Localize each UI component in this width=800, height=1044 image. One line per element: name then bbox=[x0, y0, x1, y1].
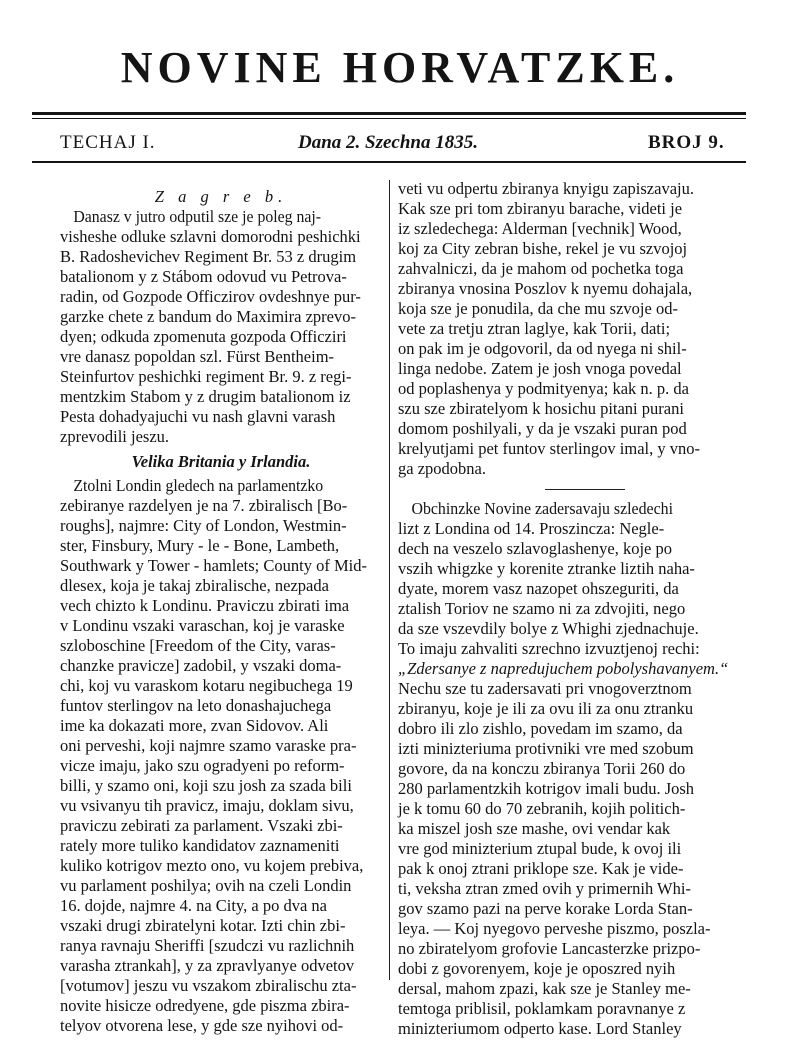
article-line: chanzke pravicze] zadobil, y vszaki domа- bbox=[60, 656, 342, 675]
article-line: szu sze zbiratelyom k hosichu pitani purani bbox=[398, 399, 684, 418]
article-line: iz szledechega: Alderman [vechnik] Wood, bbox=[398, 219, 682, 238]
article-line: Pesta dohadyajuchi vu nash glavni varash bbox=[60, 407, 336, 426]
right-column bbox=[398, 179, 772, 1039]
article-line: chi, koj vu varaskom kotaru negibuchega 19 bbox=[60, 676, 353, 695]
article-line: praviczu zebirati za parlament. Vszaki zbi- bbox=[60, 816, 343, 835]
article-line: veti vu odpertu zbiranya knyigu zapiszavaju. bbox=[398, 179, 694, 198]
article-line: zebiranye razdelyen je na 7. zbiralisch [Bo- bbox=[60, 496, 348, 515]
article-line: szloboschine [Freedom of the City, varas- bbox=[60, 636, 336, 655]
article-line: 280 parlamentzkih kotrigov imali budu. Josh bbox=[398, 779, 695, 798]
article-line: ga zpodobna. bbox=[398, 459, 486, 478]
article-line: garzke chete z bandum do Maximira zprevo- bbox=[60, 307, 356, 326]
article-line: ranya ravnaju Sheriffi [szudczi vu razlichnih bbox=[60, 936, 355, 955]
britain-heading: Velika Britania y Irlandia. bbox=[131, 452, 311, 471]
article-line: govore, da na konczu zbiranya Torii 260 do bbox=[398, 759, 686, 778]
masthead-title: NOVINE HORVATZKE. bbox=[120, 43, 680, 92]
article-line: ratelу more tuliko kandidatov zaznamenіti bbox=[60, 836, 340, 855]
article-line: od poplashenya y podmityenya; kak n. p. da bbox=[398, 379, 689, 398]
article-line: krelyutjami pet funtov sterlingov imal, y vno- bbox=[398, 439, 700, 458]
article-line: lizt z Londina od 14. Proszincza: Negle- bbox=[398, 519, 665, 538]
article-line: zprevodili jeszu. bbox=[60, 427, 170, 446]
article-line: je k tomu 60 do 70 zebranih, kojih politich- bbox=[398, 799, 686, 818]
article-line: visheshe odluke szlavni domorodni peshichki bbox=[60, 227, 361, 246]
article-line: batalionom y z Stábom odovud vu Petrova- bbox=[60, 267, 347, 286]
issue-volume: TECHAJ I. bbox=[60, 132, 156, 153]
article-line: „Zdersanye z napredujuchem pobolyshavanyem.“ bbox=[398, 659, 729, 678]
article-separator bbox=[545, 489, 625, 490]
zagreb-heading: Z a g r e b. bbox=[154, 187, 288, 206]
issue-date: Dana 2. Szechna 1835. bbox=[298, 132, 478, 153]
masthead-rule-thin bbox=[32, 118, 746, 119]
article-line: telyov otvorena lese, y gde sze nyihovi od- bbox=[60, 1016, 344, 1035]
article-line: vicze imaju, jako szu ogradyeni po reform- bbox=[60, 756, 345, 775]
article-line: ka miszel josh sze mashe, ovi vendar kak bbox=[398, 819, 671, 838]
article-line: dobro ili zlo zishlo, povedam im szamo, da bbox=[398, 719, 683, 738]
article-line: ztalish Toriov ne szamo ni za zdvojiti, nego bbox=[398, 599, 686, 618]
article-line: temtoga priblisil, poklamkam poravnanye z bbox=[398, 999, 686, 1018]
article-line: vete za tretju ztran laglye, kak Torii, dati; bbox=[398, 319, 671, 338]
article-line: Obchinzke Novine zadersavaju szledechi bbox=[411, 499, 673, 518]
article-line: ti, veksha ztran zmed ovih y primernih Whi- bbox=[398, 879, 691, 898]
header-rule bbox=[32, 161, 746, 163]
zagreb-article bbox=[60, 207, 382, 447]
article-line: vre god minizterium ztupal bude, k ovoj ili bbox=[398, 839, 682, 858]
article-line: koja sze je ponudila, da che mu szvoje od- bbox=[398, 299, 678, 318]
britain-article-continued bbox=[398, 179, 772, 479]
article-line: zbiranyu, koje je ili za ovu ili za onu ztranku bbox=[398, 699, 694, 718]
article-line: zahvalniczi, da je mahom od pochetka toga bbox=[398, 259, 684, 278]
article-line: oni perveshi, koji najmre szamo varaske pra- bbox=[60, 736, 357, 755]
article-line: zbiranya vnosina Poszlov k nyemu dohajala, bbox=[398, 279, 693, 298]
article-line: Danasz v jutro odputil sze je poleg naj- bbox=[73, 207, 322, 226]
article-line: ster, Finsbury, Mury - le - Bone, Lambeth, bbox=[60, 536, 340, 555]
article-line: izti minizteriuma protivniki vre med szobum bbox=[398, 739, 694, 758]
article-line: kuliko kotrigov mezto ono, vu kojem prebiva, bbox=[60, 856, 364, 875]
article-line: Steinfurtov peshichki regiment Br. 9. z regi- bbox=[60, 367, 352, 386]
article-line: To imaju zahvaliti szrechno izvuztjenoj rechi: bbox=[398, 639, 700, 658]
article-line: dlesex, koja je takaj zbiralische, nezpada bbox=[60, 576, 329, 595]
issue-number: BROJ 9. bbox=[648, 132, 725, 153]
article-line: linga nedobe. Zatem je josh vnoga povedal bbox=[398, 359, 682, 378]
article-line: v Londinu vszaki varaschan, koj je varaske bbox=[60, 616, 345, 635]
article-line: Nechu sze tu zadersavati pri vnogoverztnom bbox=[398, 679, 692, 698]
article-line: gov szamo pazi na perve korake Lorda Stan- bbox=[398, 899, 693, 918]
article-line: dyate, morem vasz nazopet ohszeguriti, da bbox=[398, 579, 679, 598]
article-line: vu vsivanyu tih pravicz, imaju, doklam sivu, bbox=[60, 796, 354, 815]
masthead-rule-thick bbox=[32, 112, 746, 115]
article-line: ime ka dokazati more, zvan Sidovov. Ali bbox=[60, 716, 329, 735]
article-line: radin, od Gozpode Officzirov ovdeshnye pur- bbox=[60, 287, 361, 306]
column-divider bbox=[389, 180, 390, 980]
article-line: varasha ztrankah], y za zpravlyanye odvetov bbox=[60, 956, 355, 975]
article-line: dersal, mahom zpazi, kak sze je Stanley me- bbox=[398, 979, 691, 998]
article-line: vszaki drugi zbiratelyni kotar. Izti chin zbi- bbox=[60, 916, 346, 935]
article-line: novite hisicze odredyene, gde piszma zbira- bbox=[60, 996, 350, 1015]
article-line: vre danasz popoldan szl. Fürst Bentheim- bbox=[60, 347, 335, 366]
article-line: billi, y szamo oni, koji szu josh za szada bili bbox=[60, 776, 352, 795]
article-line: minizteriumom odperto kase. Lord Stanley bbox=[398, 1019, 682, 1038]
article-line: domom poshilyali, y da je vszaki puran pod bbox=[398, 419, 687, 438]
article-line: funtov sterlingov na leto donashajuchega bbox=[60, 696, 332, 715]
article-line: on pak im je odgovoril, da od nyega ni shil- bbox=[398, 339, 687, 358]
obchinzke-article bbox=[398, 499, 772, 1039]
article-line: B. Radoshevichev Regiment Br. 53 z drugim bbox=[60, 247, 357, 266]
article-line: Southwark y Tower - hamlets; County of Mid- bbox=[60, 556, 367, 575]
article-line: Kak sze pri tom zbiranyu barache, videti je bbox=[398, 199, 683, 218]
article-line: vu parlament poshilya; ovih na czeli Londin bbox=[60, 876, 352, 895]
article-line: dobi z govorenyem, koje je oposzred nyih bbox=[398, 959, 676, 978]
article-line: da sze vszevdily bolye z Whighi zjednachuje. bbox=[398, 619, 699, 638]
article-line: dyen; odkuda zpomenuta gozpoda Officziri bbox=[60, 327, 347, 346]
article-line: no zbiratelyom grofovie Lancasterzke prizpo- bbox=[398, 939, 701, 958]
article-line: mentzkim Stabom y z drugim batalionom iz bbox=[60, 387, 351, 406]
article-line: koj za City zebran bishe, rekel je vu szvojoj bbox=[398, 239, 688, 258]
britain-article bbox=[60, 476, 382, 1036]
article-line: roughs], najmre: City of London, Westmin- bbox=[60, 516, 347, 535]
article-line: leya. — Koj nyegovo perveshe piszmo, poszla- bbox=[398, 919, 711, 938]
article-line: vszih whigzke y korenite ztranke liztih naha- bbox=[398, 559, 695, 578]
article-line: pak k onoj ztrani priklope sze. Kak je vide- bbox=[398, 859, 684, 878]
article-line: [votumov] jeszu vu vszakom zbiralischu zta- bbox=[60, 976, 357, 995]
article-line: 16. dojde, najmre 4. na City, a po dva na bbox=[60, 896, 327, 915]
left-column bbox=[60, 187, 382, 1036]
article-line: vech chizto k Londinu. Praviczu zbirati ima bbox=[60, 596, 350, 615]
article-line: dech na veszelo szlavoglashenye, koje po bbox=[398, 539, 672, 558]
article-line: Ztolni Londin gledech na parlamentzko bbox=[73, 476, 324, 495]
